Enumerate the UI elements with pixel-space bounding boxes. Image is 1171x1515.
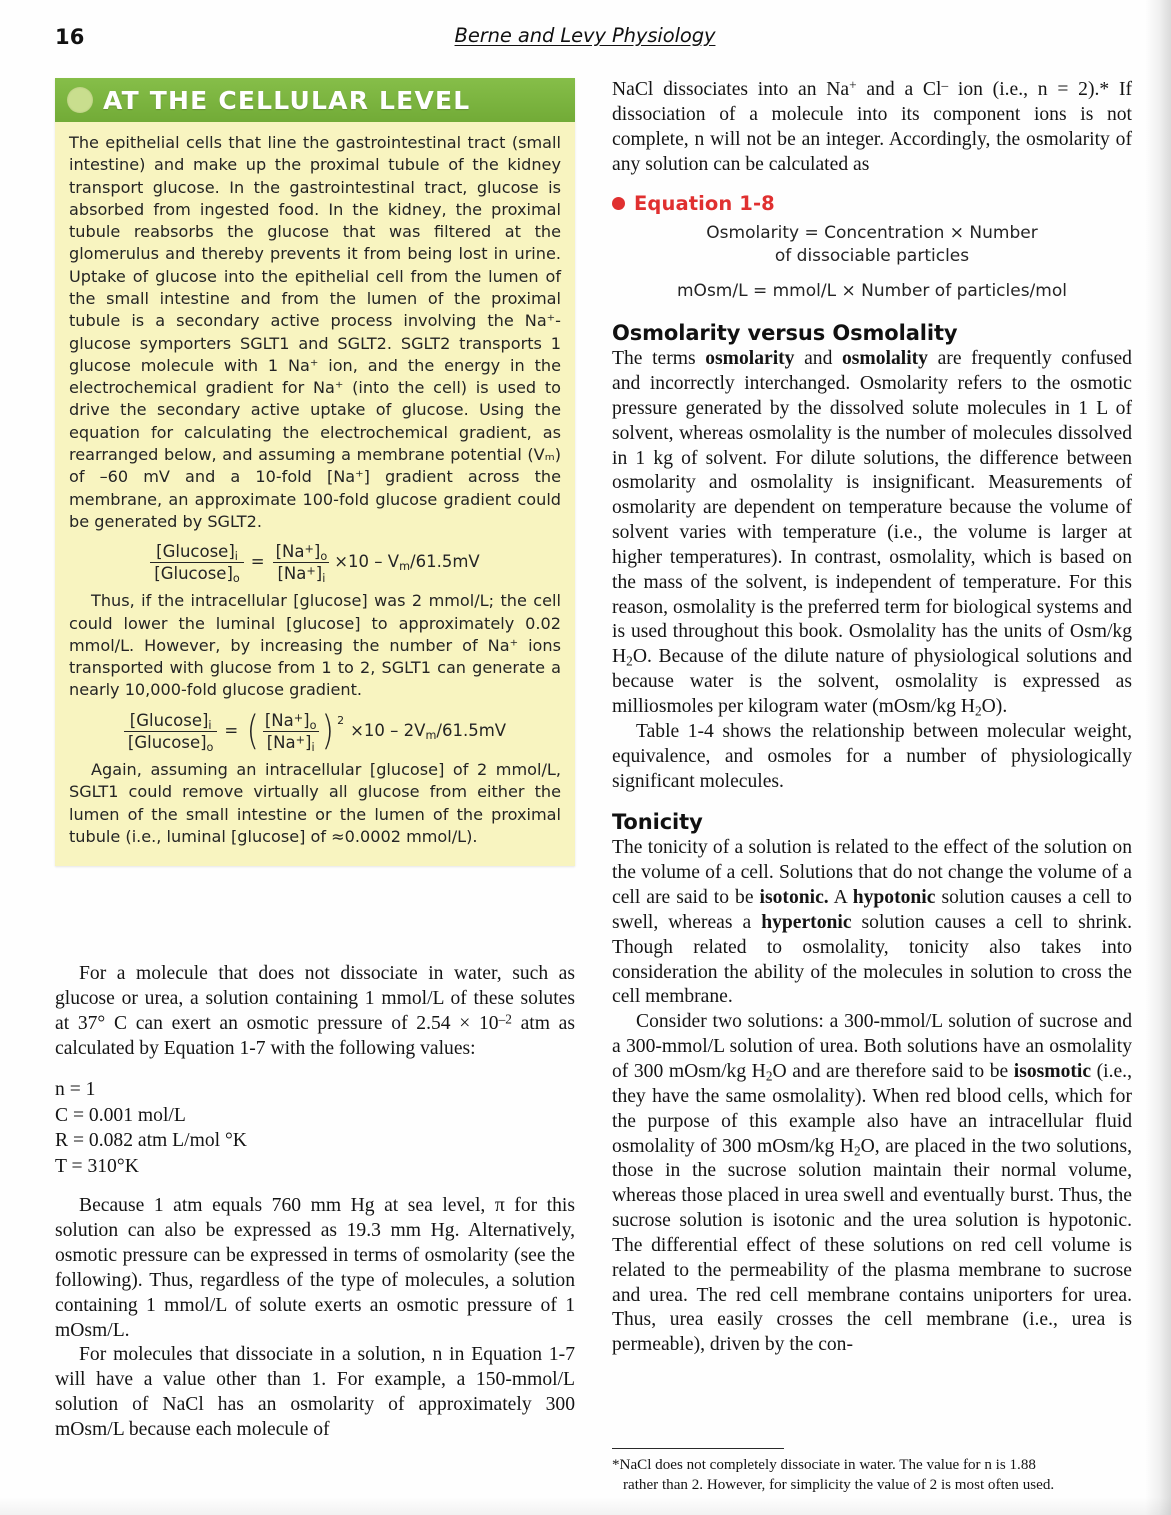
equation-line-1: Osmolarity = Concentration × Number xyxy=(706,223,1038,244)
heading-tonicity: Tonicity xyxy=(612,810,703,835)
left-column xyxy=(55,78,575,1443)
left-paragraph-1: For a molecule that does not dissociate in water, such as glucose or urea, a solution containing 1 mmol/L of these solutes at 37° C can exert an osmotic pressure of $2.54 \times 10^{-2}$ atm as calculated by Equation 1-7 with the following values: xyxy=(55,963,575,1059)
running-head xyxy=(55,22,1115,56)
left-paragraph-2: Because 1 atm equals 760 mm Hg at sea level, π for this solution can also be expressed as 19.3 mm Hg. Alternatively, osmotic pressure can be expressed in terms of osmolarity (see the following). Thus, regardless of the type of molecules, a solution containing 1 mmol/L of solute exerts an osmotic pressure of 1 mOsm/L. xyxy=(55,1195,575,1341)
value-t: T = 310°K xyxy=(55,1155,139,1177)
box-paragraph-2: Thus, if the intracellular [glucose] was 2 mmol/L; the cell could lower the luminal [glucose] to approximately 0.02 mmol/L. However, by increasing the number of Na⁺ ions transported with glucose from 1 to 2, SGLT1 can generate a nearly 10,000-fold glucose gradient. xyxy=(69,591,561,700)
tonicity-paragraph-1: The tonicity of a solution is related to the effect of the solution on the volume of a cell. Solutions that do not change the volume of a cell are said to be isotonic. A hypotonic solution causes a cell to swell, whereas a hypertonic solution causes a cell to shrink. Though related to osmolality, tonicity also takes into consideration the ability of the molecules in solution to cross the cell membrane. xyxy=(612,837,1132,1008)
page-edge-shading-right xyxy=(1145,0,1171,1515)
equation-2-parenthetical xyxy=(245,707,345,754)
equals-sign: = xyxy=(224,720,239,740)
footnote-text xyxy=(612,1456,1132,1495)
equation-2-rhs-fraction: $\frac{[Na^+]_o}{[Na^+]_i}$ xyxy=(261,711,321,752)
osmolarity-section-body xyxy=(612,347,1132,794)
footnote-block xyxy=(612,1448,1132,1495)
right-paren: ) xyxy=(322,707,335,754)
equation-1-tail: $\times 10 - V_m/61.5mV$ xyxy=(334,552,480,574)
tonicity-paragraph-2: Consider two solutions: a 300-mmol/L solution of sucrose and a 300-mmol/L solution of urea. Both solutions have an osmolality of 300 mOsm/kg $H_2O$ and are therefore said to be isosmotic (i.e., they have the same osmolality). When red blood cells, which for the purpose of this example also have an intracellular fluid osmolality of 300 mOsm/kg $H_2O$, are placed in the two solutions, those in the sucrose solution maintain their normal volume, whereas those placed in urea swell and eventually burst. Thus, the sucrose solution is isotonic and the urea solution is hypotonic. The differential effect of these solutions on red cell volume is related to the permeability of the plasma membrane to sucrose and urea. The red cell membrane contains uniporters for urea. Thus, urea easily crosses the cell membrane (i.e., urea is permeable), driven by the con- xyxy=(612,1011,1132,1356)
equation-2-lhs-fraction: $\frac{[Glucose]_i}{[Glucose]_o}$ xyxy=(124,711,218,752)
bullet-circle-icon xyxy=(67,87,93,113)
osmolarity-paragraph-2: Table 1-4 shows the relationship between molecular weight, equivalence, and osmoles for a number of physiologically significant molecules. xyxy=(612,720,1132,792)
equation-1-8-label xyxy=(612,192,1132,215)
heading-osmolarity-versus-osmolality: Osmolarity versus Osmolality xyxy=(612,321,958,346)
right-paragraph-1: NaCl dissociates into an Na+ and a Cl– ion (i.e., n = 2).* If dissociation of a molecule into its component ions is not complete, n will not be an integer. Accordingly, the osmolarity of any solution can be calculated as xyxy=(612,77,1133,175)
footnote-rule xyxy=(612,1448,784,1449)
equation-2-tail: $\times 10 - 2V_m/61.5mV$ xyxy=(350,720,507,742)
at-the-cellular-level-box xyxy=(55,78,575,866)
book-title: Berne and Levy Physiology xyxy=(454,24,716,47)
equation-line-2: of dissociable particles xyxy=(774,246,970,267)
left-paragraph-3: For molecules that dissociate in a solution, n in Equation 1-7 will have a value other than 1. For example, a 150-mmol/L solution of NaCl has an osmolarity of approximately 300 mOsm/L because each molecule of xyxy=(55,1344,575,1440)
left-column-body xyxy=(55,962,575,1061)
equation-line-3: mOsm/L = mmol/L × Number of particles/mol xyxy=(677,281,1067,302)
value-r: R = 0.082 atm L/mol °K xyxy=(55,1130,247,1152)
box-header-title: AT THE CELLULAR LEVEL xyxy=(103,85,471,115)
box-header xyxy=(55,78,575,122)
equation-label-text: Equation 1-8 xyxy=(634,192,775,216)
tonicity-section-body xyxy=(612,836,1132,1358)
left-column-body-2 xyxy=(55,1194,575,1442)
right-paragraph-1-wrap xyxy=(612,78,1132,177)
equals-sign: = xyxy=(250,552,265,572)
page-number: 16 xyxy=(55,25,85,49)
value-c: C = 0.001 mol/L xyxy=(55,1104,186,1126)
equation-1-lhs-fraction: $\frac{[Glucose]_i}{[Glucose]_o}$ xyxy=(150,542,244,583)
footnote-line-1: *NaCl does not completely dissociate in water. The value for n is 1.88 xyxy=(612,1457,1036,1473)
right-column xyxy=(612,78,1132,1358)
equation-1-8-body xyxy=(612,222,1132,303)
footnote-line-2: rather than 2. However, for simplicity the value of 2 is most often used. xyxy=(623,1476,1055,1493)
equation-2-exponent: 2 xyxy=(337,713,345,727)
red-bullet-icon xyxy=(612,197,625,210)
box-paragraph-1: The epithelial cells that line the gastrointestinal tract (small intestine) and make up the proximal tubule of the kidney transport glucose. In the gastrointestinal tract, glucose is absorbed from ingested food. In the kidney, the proximal tubule reabsorbs the glucose that was filtered at the glomerulus and thereby prevents it from being lost in urine. Uptake of glucose into the epithelial cell from the lumen of the small intestine and from the lumen of the proximal tubule is a secondary active process involving the Na⁺-glucose symporters SGLT1 and SGLT2. SGLT2 transports 1 glucose molecule with 1 Na⁺ ion, and the energy in the electrochemical gradient for Na⁺ (into the cell) is used to drive the secondary active uptake of glucose. Using the equation for calculating the electrochemical gradient, as rearranged below, and assuming a membrane potential (Vₘ) of –60 mV and a 10-fold [Na⁺] gradient across the membrane, an approximate 100-fold glucose gradient could be generated by SGLT2. xyxy=(69,133,561,531)
box-body xyxy=(55,122,575,866)
equation-values-list xyxy=(55,1077,575,1179)
value-n: n = 1 xyxy=(55,1079,96,1101)
osmolarity-paragraph-1: The terms osmolarity and osmolality are frequently confused and incorrectly interchanged. Osmolarity refers to the osmotic pressure generated by the dissolved solute molecules in 1 L of solvent, whereas osmolality is the number of molecules dissolved in 1 kg of solvent. For dilute solutions, the difference between osmolarity and osmolality is insignificant. Measurements of osmolarity are dependent on temperature because the volume of solvent varies with temperature (i.e., the volume is larger at higher temperatures). In contrast, osmolality, which is based on the mass of the solvent, is independent of temperature. For this reason, osmolality is the preferred term for biological systems and is used throughout this book. Osmolality has the units of Osm/kg $H_2O$. Because of the dilute nature of physiological solutions and because water is the solvent, osmolality is expressed as milliosmoles per kilogram water (mOsm/kg $H_2O$). xyxy=(612,348,1132,719)
equation-1-rhs-fraction: $\frac{[Na^+]_o}{[Na^+]_i}$ xyxy=(272,542,332,583)
left-paren: ( xyxy=(246,707,260,754)
box-equation-1 xyxy=(69,542,561,583)
page-edge-shading-bottom xyxy=(0,1497,1171,1515)
box-paragraph-3: Again, assuming an intracellular [glucose] of 2 mmol/L, SGLT1 could remove virtually all glucose from either the lumen of the small intestine or the lumen of the proximal tubule (i.e., luminal [glucose] of ≈0.0002 mmol/L). xyxy=(69,759,561,846)
box-equation-2 xyxy=(69,707,561,754)
